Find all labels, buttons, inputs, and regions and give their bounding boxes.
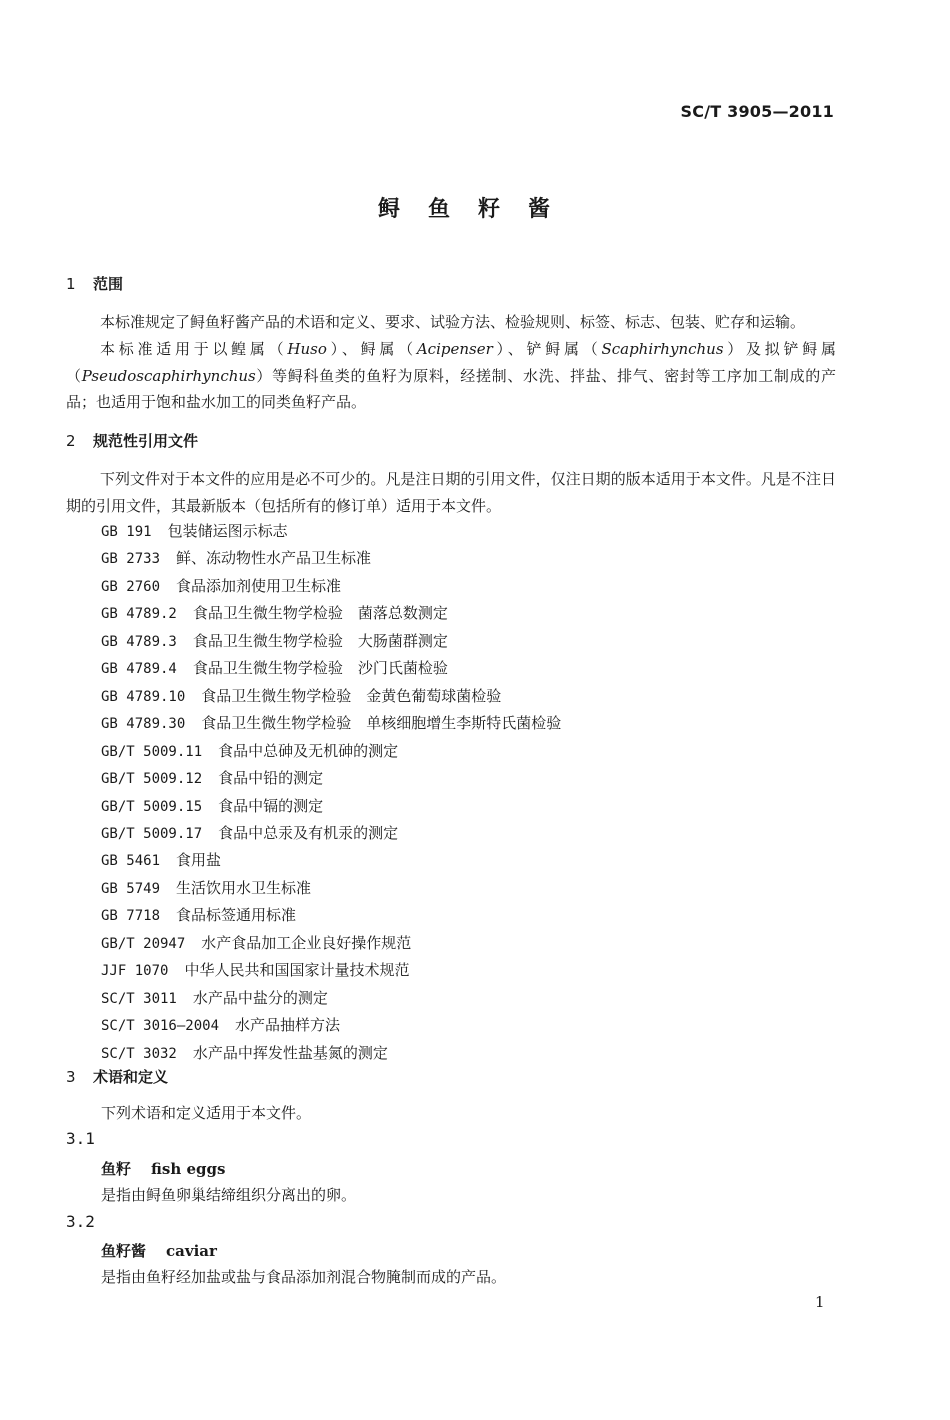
section-3-heading [66,1066,168,1087]
list-item [101,957,561,984]
term-chinese: 鱼籽 [101,1160,132,1178]
ref-code: SC/T 3032 [101,1045,177,1062]
scope-paragraph-2 [66,336,836,416]
section-number: 2 [66,432,76,450]
section-number: 1 [66,275,76,293]
ref-code: GB 4789.30 [101,716,186,733]
ref-title: 食用盐 [176,851,222,870]
ref-title: 包装储运图示标志 [167,522,288,540]
ref-code: GB/T 20947 [101,935,186,952]
ref-title: 鲜、冻动物性水产品卫生标准 [176,549,372,568]
ref-code: JJF 1070 [101,963,169,980]
list-item [101,573,561,600]
ref-code: GB 191 [101,524,152,540]
ref-code: GB 2733 [101,551,161,568]
ref-title: 生活饮用水卫生标准 [176,878,312,897]
ref-code: GB/T 5009.11 [101,743,203,760]
page-number: 1 [815,1293,825,1311]
text-run: 本标准适用于以鳇属（ [100,340,288,358]
list-item [101,738,561,765]
list-item [101,655,561,682]
ref-code: GB/T 5009.17 [101,825,203,842]
list-item [101,600,561,627]
term-english: fish eggs [151,1160,226,1178]
section-title: 术语和定义 [93,1068,169,1086]
section-2-heading [66,430,198,451]
ref-title: 食品中总砷及无机砷的测定 [218,741,399,760]
text-run: ）及拟铲鲟属（ [66,340,836,385]
ref-code: GB 7718 [101,908,161,925]
list-item [101,683,561,710]
ref-title: 水产品中挥发性盐基氮的测定 [192,1043,388,1062]
list-item [101,985,561,1012]
list-item [101,628,561,655]
term-heading [101,1240,217,1261]
section-title: 范围 [93,275,124,293]
list-item [101,1040,561,1067]
ref-code: GB 4789.2 [101,606,177,623]
ref-title: 食品中总汞及有机汞的测定 [218,823,399,842]
list-item [101,930,561,957]
ref-code: GB/T 5009.15 [101,798,203,815]
ref-title: 食品卫生微生物学检验 菌落总数测定 [192,604,448,623]
ref-title: 食品卫生微生物学检验 大肠菌群测定 [192,631,448,650]
term-definition: 是指由鲟鱼卵巢结缔组织分离出的卵。 [101,1186,357,1204]
ref-code: SC/T 3011 [101,990,177,1007]
ref-code: GB 5461 [101,853,161,870]
list-item [101,820,561,847]
term-definition: 是指由鱼籽经加盐或盐与食品添加剂混合物腌制而成的产品。 [101,1268,507,1286]
list-item [101,902,561,929]
genus-name: Scaphirhynchus [601,340,724,358]
ref-title: 食品卫生微生物学检验 金黄色葡萄球菌检验 [201,686,502,705]
genus-name: Huso [287,340,327,358]
document-title: 鲟鱼籽酱 [377,197,578,222]
text-run: ）、鲟属（ [326,340,417,358]
term-number: 3.2 [66,1212,95,1231]
term-number: 3.1 [66,1129,95,1148]
reference-list [101,518,561,1067]
ref-title: 食品卫生微生物学检验 单核细胞增生李斯特氏菌检验 [201,714,562,733]
list-item [101,875,561,902]
ref-title: 水产品中盐分的测定 [192,988,328,1007]
ref-title: 水产品抽样方法 [235,1016,341,1035]
list-item [101,847,561,874]
scope-paragraph-1: 本标准规定了鲟鱼籽酱产品的术语和定义、要求、试验方法、检验规则、标签、标志、包装、贮存和运输。 [100,313,806,331]
list-item [101,793,561,820]
ref-title: 食品中铅的测定 [218,769,324,788]
list-item [101,545,561,572]
ref-code: GB 4789.10 [101,688,186,705]
ref-title: 食品中镉的测定 [218,796,324,815]
genus-name: Acipenser [416,340,493,358]
term-heading [101,1158,225,1179]
ref-code: SC/T 3016—2004 [101,1018,220,1035]
ref-title: 食品标签通用标准 [176,906,297,925]
ref-code: GB 5749 [101,880,161,897]
term-english: caviar [166,1242,217,1260]
ref-title: 中华人民共和国国家计量技术规范 [184,961,410,980]
ref-title: 食品添加剂使用卫生标准 [176,576,342,595]
term-chinese: 鱼籽酱 [101,1242,147,1260]
list-item [101,710,561,737]
list-item [101,765,561,792]
ref-code: GB/T 5009.12 [101,771,203,788]
ref-title: 食品卫生微生物学检验 沙门氏菌检验 [192,659,448,678]
references-intro: 下列文件对于本文件的应用是必不可少的。凡是注日期的引用文件，仅注日期的版本适用于本文件。凡是不注日期的引用文件，其最新版本（包括所有的修订单）适用于本文件。 [66,470,836,515]
ref-code: GB 2760 [101,578,161,595]
list-item [101,518,561,545]
ref-code: GB 4789.3 [101,633,177,650]
ref-title: 水产食品加工企业良好操作规范 [201,933,412,952]
section-title: 规范性引用文件 [93,432,199,450]
text-run: ）、铲鲟属（ [492,340,602,358]
text-run: ）等鲟科鱼类的鱼籽为原料，经搓制、水洗、拌盐、排气、密封等工序加工制成的产品；也适用于饱和盐水加工的同类鱼籽产品。 [66,366,836,411]
section-1-heading [66,273,123,294]
genus-name: Pseudoscaphirhynchus [81,366,256,385]
standard-code: SC/T 3905—2011 [680,102,834,121]
section-number: 3 [66,1068,76,1086]
list-item [101,1012,561,1039]
ref-code: GB 4789.4 [101,661,177,678]
terms-intro: 下列术语和定义适用于本文件。 [101,1104,312,1122]
